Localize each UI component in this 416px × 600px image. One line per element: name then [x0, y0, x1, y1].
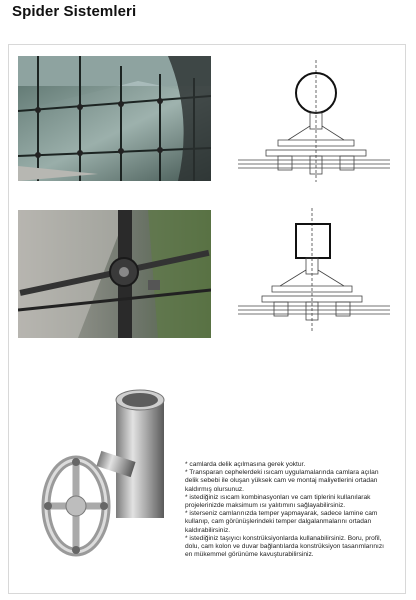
- note-item: * camlarda delik açılmasına gerek yoktur.: [185, 461, 306, 468]
- round-column-spider-drawing-icon: [238, 60, 390, 182]
- note-item: * Transparan cephelerdeki ısıcam uygulamalarında camlara açılan delik sebebi ile oluşan yüksek cam ve montaj maliyetlerini ortadan kaldırmış olursunuz.: [185, 469, 379, 493]
- spider-bracket-product-photo-icon: [28, 378, 178, 558]
- glass-facade-photo-icon: [18, 56, 211, 181]
- features-notes: [185, 461, 390, 559]
- spider-fitting-closeup-photo: [18, 210, 211, 338]
- spider-bracket-product-photo: [28, 378, 178, 558]
- square-column-spider-drawing: [238, 208, 390, 333]
- round-column-spider-drawing: [238, 60, 390, 182]
- note-item: * isterseniz camlarınızda temper yapmayarak, sadece lamine cam kullanıp, cam görünüşlerindeki temper dalgalanmalarını ortadan kaldırabilirsiniz.: [185, 510, 378, 534]
- note-item: * istediğiniz taşıyıcı konstrüksiyonlarda kullanabilirsiniz. Boru, profil, dolu, cam kolon ve duvar bağlantılarda konstrüksiyon tasarımlarınızı en mükemmel görünüme kavuşturabilirsiniz.: [185, 534, 385, 559]
- glass-facade-photo: [18, 56, 211, 181]
- page-title: Spider Sistemleri: [12, 3, 137, 20]
- spider-fitting-closeup-photo-icon: [18, 210, 211, 338]
- note-item: * istediğiniz ısıcam kombinasyonları ve cam tiplerini kullanılarak projelerinizde maksimum ısı yalıtımını sağlayabilirsiniz.: [185, 493, 371, 510]
- square-column-spider-drawing-icon: [238, 208, 390, 333]
